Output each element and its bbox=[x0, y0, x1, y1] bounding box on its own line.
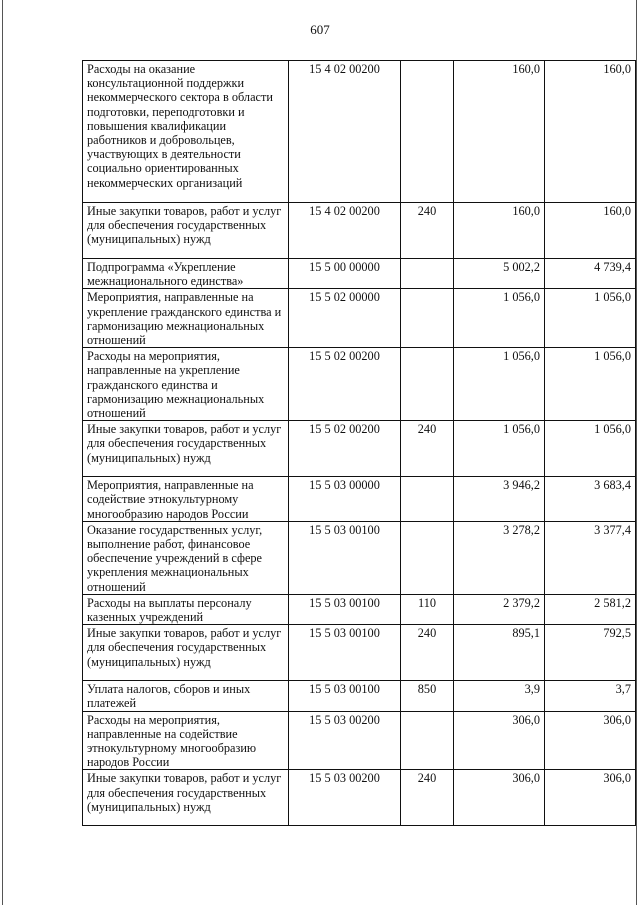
row-code: 15 5 00 00000 bbox=[289, 259, 401, 289]
row-code: 15 5 02 00200 bbox=[289, 421, 401, 477]
row-expense-type bbox=[401, 259, 454, 289]
row-value-2: 3 683,4 bbox=[545, 477, 636, 522]
row-expense-type: 850 bbox=[401, 681, 454, 711]
row-value-2: 306,0 bbox=[545, 770, 636, 826]
row-expense-type: 240 bbox=[401, 203, 454, 259]
row-name: Мероприятия, направленные на укрепление гражданского единства и гармонизацию межнациональных отношений bbox=[83, 289, 289, 348]
row-value-1: 3 278,2 bbox=[454, 521, 545, 594]
row-code: 15 5 02 00000 bbox=[289, 289, 401, 348]
row-expense-type: 240 bbox=[401, 421, 454, 477]
table-row bbox=[83, 203, 636, 259]
table-row bbox=[83, 681, 636, 711]
row-name: Оказание государственных услуг, выполнение работ, финансовое обеспечение учреждений в сфере укрепления межнациональных отношений bbox=[83, 521, 289, 594]
row-value-1: 1 056,0 bbox=[454, 421, 545, 477]
row-expense-type bbox=[401, 348, 454, 421]
row-name: Расходы на оказание консультационной поддержки некоммерческого сектора в области подготовки, переподготовки и повышения квалификации работников и добровольцев, участвующих в деятельности социально ориентированных некоммерческих организаций bbox=[83, 61, 289, 203]
row-value-1: 5 002,2 bbox=[454, 259, 545, 289]
row-code: 15 4 02 00200 bbox=[289, 203, 401, 259]
row-value-1: 3 946,2 bbox=[454, 477, 545, 522]
row-name: Иные закупки товаров, работ и услуг для обеспечения государственных (муниципальных) нужд bbox=[83, 421, 289, 477]
row-name: Мероприятия, направленные на содействие этнокультурному многообразию народов России bbox=[83, 477, 289, 522]
row-code: 15 5 03 00100 bbox=[289, 681, 401, 711]
table-row bbox=[83, 711, 636, 770]
row-expense-type: 110 bbox=[401, 594, 454, 624]
row-value-2: 306,0 bbox=[545, 711, 636, 770]
row-value-2: 1 056,0 bbox=[545, 348, 636, 421]
row-code: 15 5 03 00000 bbox=[289, 477, 401, 522]
table-row bbox=[83, 259, 636, 289]
row-name: Расходы на выплаты персоналу казенных учреждений bbox=[83, 594, 289, 624]
row-code: 15 4 02 00200 bbox=[289, 61, 401, 203]
table-row bbox=[83, 61, 636, 203]
row-name: Иные закупки товаров, работ и услуг для обеспечения государственных (муниципальных) нужд bbox=[83, 203, 289, 259]
row-name: Иные закупки товаров, работ и услуг для обеспечения государственных (муниципальных) нужд bbox=[83, 625, 289, 681]
row-expense-type bbox=[401, 289, 454, 348]
row-value-1: 160,0 bbox=[454, 61, 545, 203]
row-value-1: 306,0 bbox=[454, 770, 545, 826]
page-left-edge bbox=[2, 0, 3, 905]
row-value-1: 306,0 bbox=[454, 711, 545, 770]
row-expense-type bbox=[401, 477, 454, 522]
row-expense-type bbox=[401, 711, 454, 770]
table-row bbox=[83, 289, 636, 348]
row-name: Подпрограмма «Укрепление межнационального единства» bbox=[83, 259, 289, 289]
row-expense-type: 240 bbox=[401, 625, 454, 681]
row-name: Уплата налогов, сборов и иных платежей bbox=[83, 681, 289, 711]
table-row bbox=[83, 421, 636, 477]
table-row bbox=[83, 594, 636, 624]
table-row bbox=[83, 625, 636, 681]
row-code: 15 5 03 00200 bbox=[289, 711, 401, 770]
row-name: Расходы на мероприятия, направленные на содействие этнокультурному многообразию народов России bbox=[83, 711, 289, 770]
table-row bbox=[83, 770, 636, 826]
row-name: Расходы на мероприятия, направленные на укрепление гражданского единства и гармонизацию межнациональных отношений bbox=[83, 348, 289, 421]
row-value-1: 2 379,2 bbox=[454, 594, 545, 624]
row-value-2: 160,0 bbox=[545, 203, 636, 259]
row-value-2: 1 056,0 bbox=[545, 421, 636, 477]
table-row bbox=[83, 477, 636, 522]
row-code: 15 5 02 00200 bbox=[289, 348, 401, 421]
row-value-2: 1 056,0 bbox=[545, 289, 636, 348]
row-expense-type bbox=[401, 61, 454, 203]
row-value-1: 1 056,0 bbox=[454, 348, 545, 421]
row-value-2: 792,5 bbox=[545, 625, 636, 681]
row-expense-type: 240 bbox=[401, 770, 454, 826]
row-code: 15 5 03 00200 bbox=[289, 770, 401, 826]
row-value-2: 3,7 bbox=[545, 681, 636, 711]
row-value-2: 2 581,2 bbox=[545, 594, 636, 624]
page-number: 607 bbox=[310, 22, 330, 37]
row-expense-type bbox=[401, 521, 454, 594]
row-code: 15 5 03 00100 bbox=[289, 625, 401, 681]
page-right-edge bbox=[636, 0, 637, 905]
row-code: 15 5 03 00100 bbox=[289, 594, 401, 624]
row-value-2: 3 377,4 bbox=[545, 521, 636, 594]
table-row bbox=[83, 348, 636, 421]
row-value-1: 3,9 bbox=[454, 681, 545, 711]
row-value-1: 895,1 bbox=[454, 625, 545, 681]
row-value-1: 160,0 bbox=[454, 203, 545, 259]
budget-table-body bbox=[83, 61, 636, 826]
row-value-2: 4 739,4 bbox=[545, 259, 636, 289]
row-value-1: 1 056,0 bbox=[454, 289, 545, 348]
row-code: 15 5 03 00100 bbox=[289, 521, 401, 594]
row-value-2: 160,0 bbox=[545, 61, 636, 203]
budget-table bbox=[82, 60, 636, 826]
table-row bbox=[83, 521, 636, 594]
row-name: Иные закупки товаров, работ и услуг для обеспечения государственных (муниципальных) нужд bbox=[83, 770, 289, 826]
